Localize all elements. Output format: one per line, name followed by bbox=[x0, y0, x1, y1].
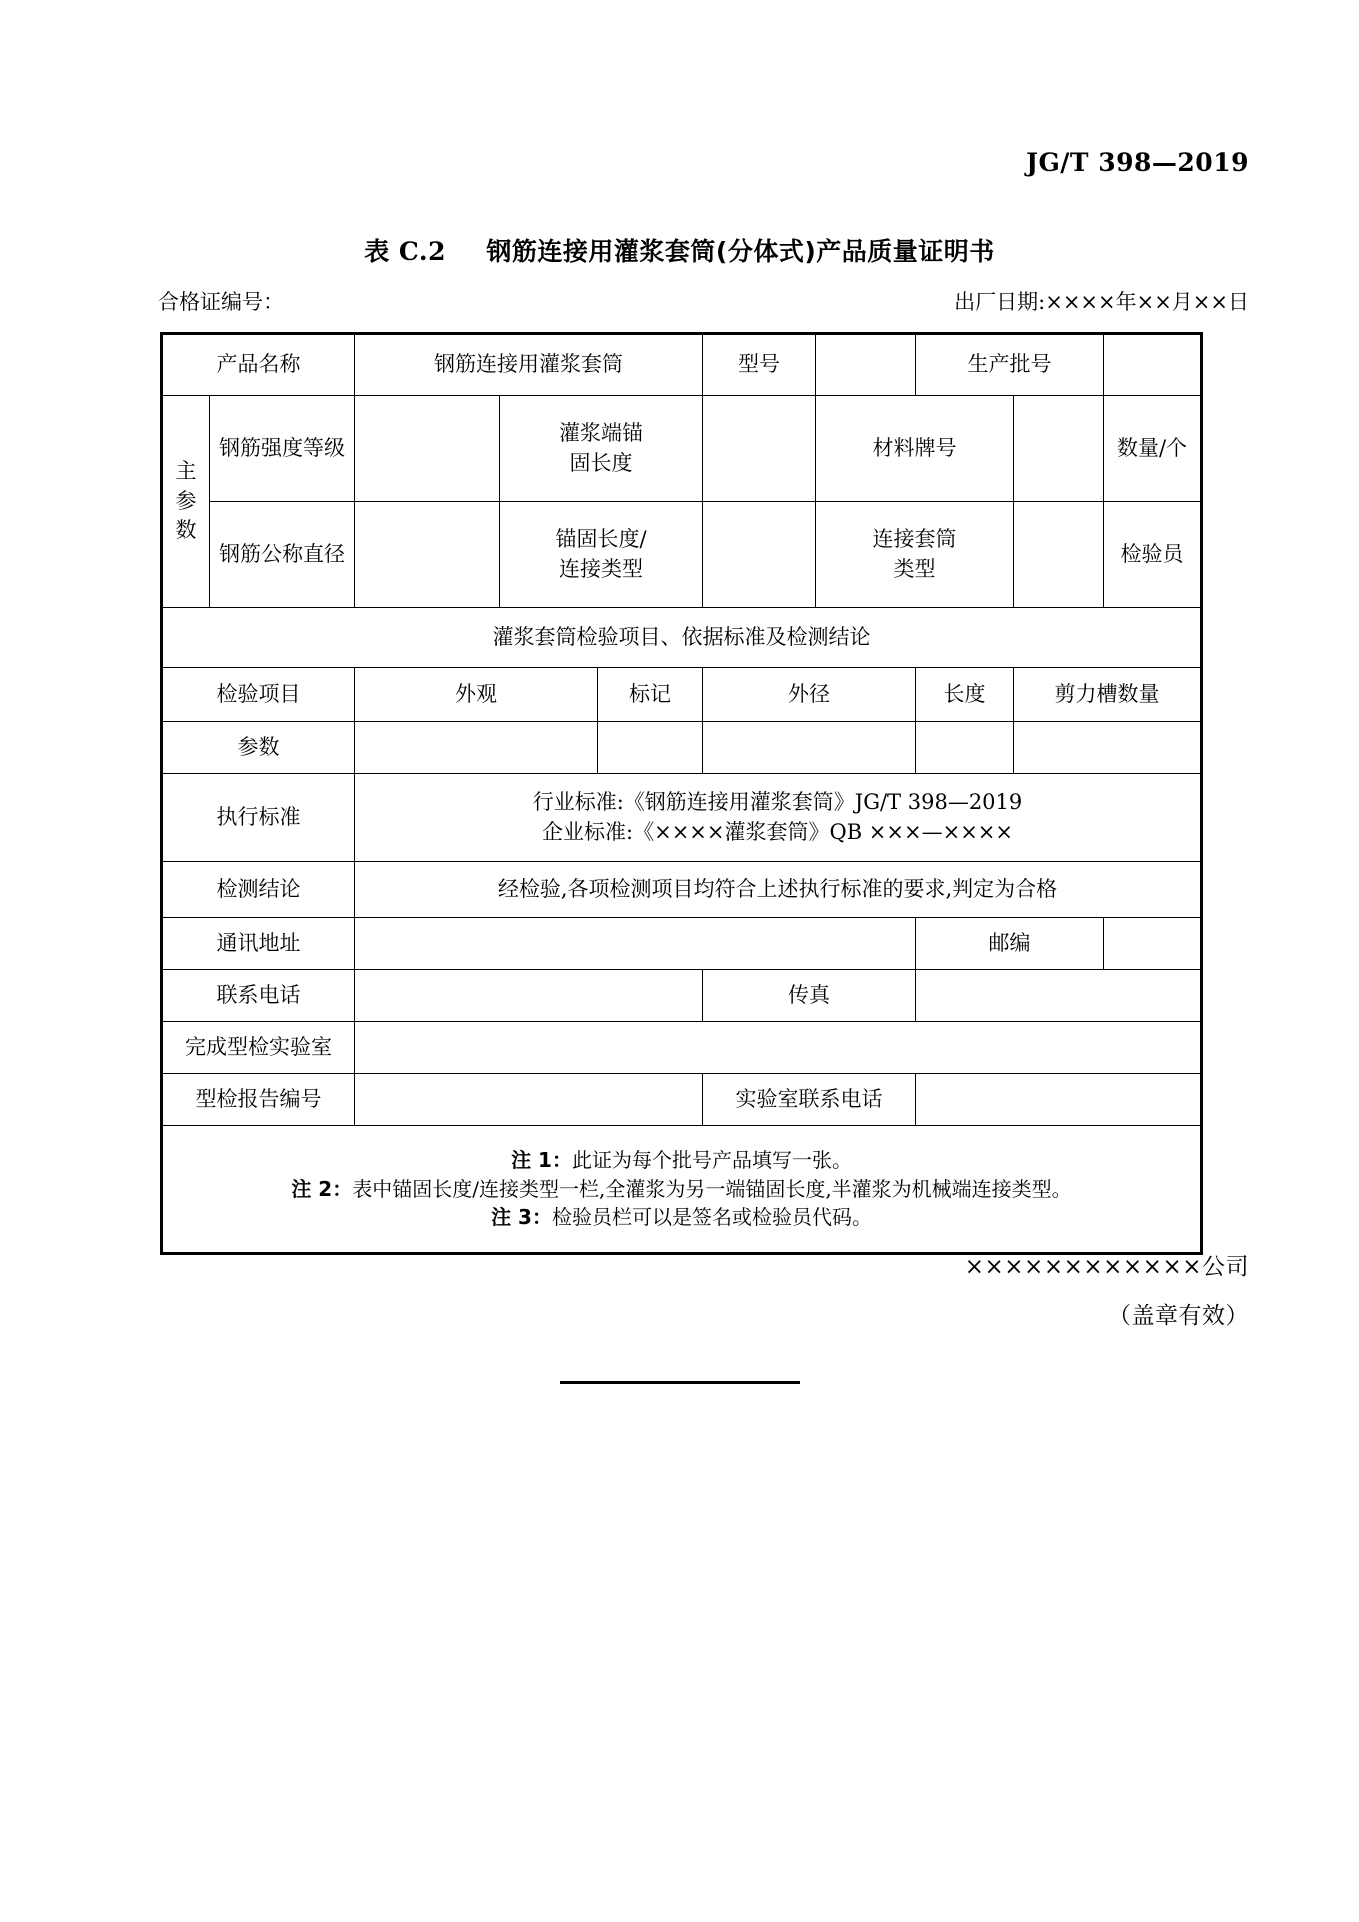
grout-anchor-label-line2: 固长度 bbox=[569, 450, 633, 475]
note-3-label: 注 3： bbox=[491, 1205, 552, 1230]
note-item bbox=[169, 1175, 1194, 1203]
cell-main-parameters-group-label bbox=[162, 396, 210, 608]
cell-grout-end-anchorage-length-label bbox=[500, 396, 703, 502]
table-row bbox=[162, 1022, 1202, 1074]
note-item bbox=[169, 1146, 1194, 1174]
cell-material-grade-label: 材料牌号 bbox=[816, 396, 1014, 502]
page-bottom-rule bbox=[560, 1381, 800, 1384]
cell-inspection-col-length: 长度 bbox=[916, 668, 1014, 722]
cell-coupler-sleeve-type-value[interactable] bbox=[1014, 502, 1104, 608]
cell-parameter-value-shear-groove-count[interactable] bbox=[1014, 722, 1202, 774]
main-param-char-2: 参 bbox=[175, 488, 197, 513]
certificate-subline bbox=[158, 286, 1249, 316]
quality-certificate-table-wrapper bbox=[160, 332, 1200, 1255]
cell-conclusion-value: 经检验,各项检测项目均符合上述执行标准的要求,判定为合格 bbox=[355, 862, 1202, 918]
note-3-text: 检验员栏可以是签名或检验员代码。 bbox=[551, 1205, 872, 1230]
cell-model-label: 型号 bbox=[703, 334, 816, 396]
cell-report-number-value[interactable] bbox=[355, 1074, 703, 1126]
cell-inspection-col-shear-groove-count: 剪力槽数量 bbox=[1014, 668, 1202, 722]
cell-grout-end-anchorage-length-value[interactable] bbox=[703, 396, 816, 502]
table-row-notes bbox=[162, 1126, 1202, 1254]
table-row bbox=[162, 722, 1202, 774]
note-2-label: 注 2： bbox=[291, 1176, 353, 1201]
cell-lab-phone-label: 实验室联系电话 bbox=[703, 1074, 916, 1126]
signature-seal-note: （盖章有效） bbox=[1108, 1303, 1249, 1329]
table-row bbox=[162, 862, 1202, 918]
cell-exec-standard-label: 执行标准 bbox=[162, 774, 355, 862]
cell-exec-standard-value bbox=[355, 774, 1202, 862]
table-row bbox=[162, 396, 1202, 502]
cell-quantity-label: 数量/个 bbox=[1104, 396, 1202, 502]
cell-inspection-col-outer-diameter: 外径 bbox=[703, 668, 916, 722]
cell-postcode-value[interactable] bbox=[1104, 918, 1202, 970]
main-param-char-1: 主 bbox=[175, 458, 197, 483]
cell-report-number-label: 型检报告编号 bbox=[162, 1074, 355, 1126]
quality-certificate-table bbox=[160, 332, 1203, 1255]
cell-batch-value[interactable] bbox=[1104, 334, 1202, 396]
anchor-type-label-line1: 锚固长度/ bbox=[555, 526, 647, 551]
table-row bbox=[162, 774, 1202, 862]
cell-model-value[interactable] bbox=[816, 334, 916, 396]
cell-conclusion-label: 检测结论 bbox=[162, 862, 355, 918]
sleeve-type-label-line2: 类型 bbox=[893, 556, 936, 581]
cell-coupler-sleeve-type-label bbox=[816, 502, 1014, 608]
cell-phone-value[interactable] bbox=[355, 970, 703, 1022]
cell-notes bbox=[162, 1126, 1202, 1254]
cell-material-grade-value[interactable] bbox=[1014, 396, 1104, 502]
cell-inspection-col-appearance: 外观 bbox=[355, 668, 598, 722]
table-row bbox=[162, 668, 1202, 722]
note-item bbox=[169, 1203, 1194, 1231]
anchor-type-label-line2: 连接类型 bbox=[559, 556, 643, 581]
cell-rebar-strength-grade-label: 钢筋强度等级 bbox=[210, 396, 355, 502]
certificate-number-label: 合格证编号： bbox=[158, 290, 284, 314]
cell-anchorage-length-connection-type-label bbox=[500, 502, 703, 608]
cell-anchorage-length-connection-type-value[interactable] bbox=[703, 502, 816, 608]
factory-date-label: 出厂日期:××××年××月××日 bbox=[954, 290, 1249, 314]
table-row bbox=[162, 970, 1202, 1022]
running-header-standard-number: JG/T 398—2019 bbox=[1026, 148, 1249, 177]
cell-address-label: 通讯地址 bbox=[162, 918, 355, 970]
cell-type-test-lab-label: 完成型检实验室 bbox=[162, 1022, 355, 1074]
cell-lab-phone-value[interactable] bbox=[916, 1074, 1202, 1126]
exec-standard-industry-line: 行业标准:《钢筋连接用灌浆套筒》JG/T 398—2019 bbox=[532, 789, 1023, 814]
cell-type-test-lab-value[interactable] bbox=[355, 1022, 1202, 1074]
note-1-label: 注 1： bbox=[511, 1148, 572, 1173]
table-row bbox=[162, 502, 1202, 608]
cell-rebar-strength-grade-value[interactable] bbox=[355, 396, 500, 502]
cell-inspection-banner: 灌浆套筒检验项目、依据标准及检测结论 bbox=[162, 608, 1202, 668]
cell-product-name-label: 产品名称 bbox=[162, 334, 355, 396]
table-caption-number: 表 C.2 bbox=[364, 237, 446, 266]
grout-anchor-label-line1: 灌浆端锚 bbox=[559, 420, 643, 445]
cell-inspection-col-marking: 标记 bbox=[598, 668, 703, 722]
cell-product-name-value[interactable]: 钢筋连接用灌浆套筒 bbox=[355, 334, 703, 396]
table-row bbox=[162, 334, 1202, 396]
cell-fax-value[interactable] bbox=[916, 970, 1202, 1022]
cell-parameter-value-marking[interactable] bbox=[598, 722, 703, 774]
table-caption-title: 钢筋连接用灌浆套筒(分体式)产品质量证明书 bbox=[486, 237, 995, 266]
cell-postcode-label: 邮编 bbox=[916, 918, 1104, 970]
note-1-text: 此证为每个批号产品填写一张。 bbox=[571, 1148, 852, 1173]
sleeve-type-label-line1: 连接套筒 bbox=[872, 526, 957, 551]
cell-address-value[interactable] bbox=[355, 918, 916, 970]
signature-company-name: ××××××××××××公司 bbox=[964, 1254, 1249, 1280]
table-caption bbox=[0, 232, 1359, 268]
cell-phone-label: 联系电话 bbox=[162, 970, 355, 1022]
cell-fax-label: 传真 bbox=[703, 970, 916, 1022]
cell-parameter-value-length[interactable] bbox=[916, 722, 1014, 774]
note-2-text: 表中锚固长度/连接类型一栏,全灌浆为另一端锚固长度,半灌浆为机械端连接类型。 bbox=[352, 1176, 1072, 1201]
exec-standard-enterprise-line: 企业标准:《××××灌浆套筒》QB ×××—×××× bbox=[542, 819, 1013, 844]
table-row bbox=[162, 1074, 1202, 1126]
cell-parameter-label: 参数 bbox=[162, 722, 355, 774]
cell-parameter-value-outer-diameter[interactable] bbox=[703, 722, 916, 774]
main-param-char-3: 数 bbox=[175, 518, 197, 543]
cell-parameter-value-appearance[interactable] bbox=[355, 722, 598, 774]
table-row bbox=[162, 918, 1202, 970]
table-row bbox=[162, 608, 1202, 668]
cell-inspection-item-header: 检验项目 bbox=[162, 668, 355, 722]
cell-rebar-nominal-diameter-label: 钢筋公称直径 bbox=[210, 502, 355, 608]
cell-rebar-nominal-diameter-value[interactable] bbox=[355, 502, 500, 608]
cell-batch-label: 生产批号 bbox=[916, 334, 1104, 396]
cell-inspector-label: 检验员 bbox=[1104, 502, 1202, 608]
